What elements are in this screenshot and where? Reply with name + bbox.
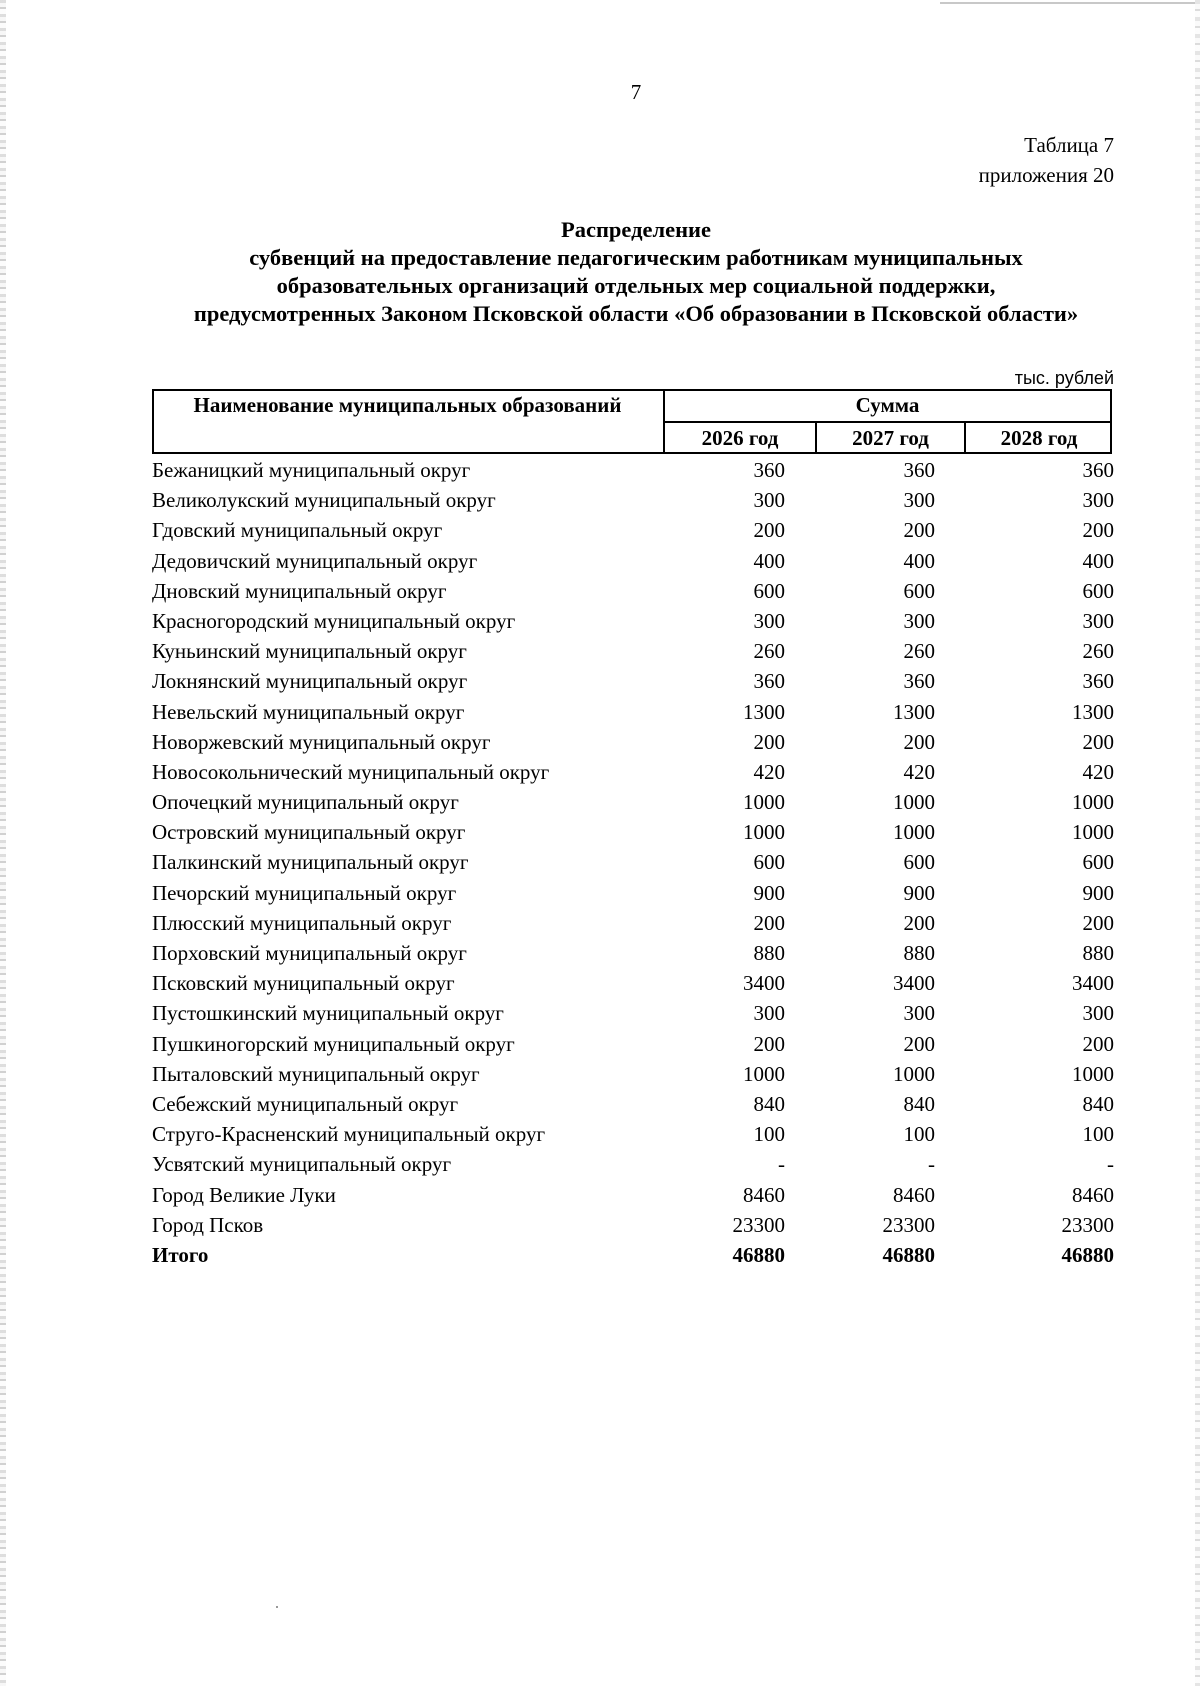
row-name: Новоржевский муниципальный округ [152, 729, 491, 754]
value-2028: 1300 [1072, 699, 1114, 724]
row-name: Город Псков [152, 1212, 264, 1237]
value-2028: 300 [1082, 1001, 1114, 1026]
value-2027: 8460 [893, 1182, 935, 1207]
value-2026: 260 [753, 639, 785, 664]
row-name: Новосокольнический муниципальный округ [152, 759, 550, 784]
value-2027: 420 [903, 759, 935, 784]
value-2028: 900 [1082, 880, 1114, 905]
value-2027: 23300 [882, 1212, 935, 1237]
value-2028: 46880 [1061, 1242, 1114, 1267]
table-row [152, 455, 1114, 485]
row-name: Струго-Красненский муниципальный округ [152, 1122, 546, 1147]
table-row [152, 697, 1114, 727]
scan-speck [276, 1606, 278, 1608]
row-name: Плюсский муниципальный округ [152, 910, 452, 935]
value-2027: 300 [903, 1001, 935, 1026]
row-name: Пустошкинский муниципальный округ [152, 1001, 504, 1026]
value-2027: 880 [903, 941, 935, 965]
table-row [152, 817, 1114, 847]
title-line3: образовательных организаций отдельных мер социальной поддержки, [276, 273, 996, 298]
row-name: Великолукский муниципальный округ [152, 488, 496, 513]
row-name: Себежский муниципальный округ [152, 1091, 459, 1116]
value-2027: 600 [903, 850, 935, 875]
value-2026: 300 [753, 1001, 785, 1026]
table-row [152, 908, 1114, 938]
value-2027: 100 [903, 1122, 935, 1147]
value-2026: 880 [753, 941, 785, 965]
value-2026: 46880 [732, 1242, 785, 1267]
row-name: Невельский муниципальный округ [152, 699, 465, 724]
table-row [152, 1059, 1114, 1089]
header-year-2028: 2028 год [1000, 426, 1078, 450]
value-2026: 23300 [732, 1212, 785, 1237]
value-2028: 880 [1082, 941, 1114, 965]
table-row [152, 1119, 1114, 1149]
value-2028: 840 [1082, 1091, 1114, 1116]
title-line4: предусмотренных Законом Псковской области «Об образовании в Псковской области» [193, 301, 1079, 326]
row-name: Куньинский муниципальный округ [152, 639, 467, 664]
table-body [152, 455, 1114, 1270]
header-year-2027: 2027 год [852, 426, 929, 450]
value-2028: 260 [1082, 639, 1114, 664]
value-2028: 300 [1082, 488, 1114, 513]
value-2028: 360 [1082, 458, 1114, 482]
table-row [152, 636, 1114, 666]
value-2028: 23300 [1061, 1212, 1114, 1237]
value-2027: 360 [903, 669, 935, 694]
value-2026: 300 [753, 488, 785, 513]
table-row [152, 757, 1114, 787]
table-row [152, 1180, 1114, 1210]
value-2027: 200 [903, 518, 935, 543]
value-2027: 300 [903, 488, 935, 513]
table-header [152, 389, 1112, 454]
value-2028: 420 [1082, 759, 1114, 784]
value-2027: 300 [903, 608, 935, 633]
value-2026: 600 [753, 578, 785, 603]
row-name: Локнянский муниципальный округ [152, 669, 468, 694]
unit-label: тыс. рублей [1014, 368, 1114, 388]
table-row [152, 606, 1114, 636]
title-line1: Распределение [560, 217, 712, 242]
value-2027: 400 [903, 548, 935, 573]
header-name-column: Наименование муниципальных образований [193, 393, 622, 417]
value-2027: 200 [903, 1031, 935, 1056]
row-name: Красногородский муниципальный округ [152, 608, 516, 633]
table-reference [979, 130, 1114, 190]
row-name: Островский муниципальный округ [152, 820, 466, 845]
value-2026: 360 [753, 458, 785, 482]
table-row [152, 485, 1114, 515]
value-2028: 200 [1082, 910, 1114, 935]
value-2027: 1300 [893, 699, 935, 724]
value-2026: 900 [753, 880, 785, 905]
table-row [152, 787, 1114, 817]
value-2028: 200 [1082, 518, 1114, 543]
value-2026: 1000 [743, 790, 785, 815]
value-2027: - [928, 1152, 935, 1177]
scan-artifact-line [940, 2, 1195, 4]
value-2027: 1000 [893, 1061, 935, 1086]
row-name: Гдовский муниципальный округ [152, 518, 443, 543]
table-row [152, 666, 1114, 696]
value-2026: 100 [753, 1122, 785, 1147]
scan-edge-left [0, 0, 6, 1686]
table-row [152, 727, 1114, 757]
value-2026: 200 [753, 729, 785, 754]
value-2026: 360 [753, 669, 785, 694]
table-row [152, 1089, 1114, 1119]
table-row [152, 1210, 1114, 1240]
value-2026: 8460 [743, 1182, 785, 1207]
value-2028: - [1107, 1152, 1114, 1177]
table-ref-line1: Таблица 7 [1024, 133, 1114, 157]
value-2027: 900 [903, 880, 935, 905]
table-row-total [152, 1240, 1114, 1270]
value-2027: 3400 [893, 971, 935, 996]
value-2026: 200 [753, 518, 785, 543]
value-2027: 260 [903, 639, 935, 664]
value-2028: 1000 [1072, 820, 1114, 845]
table-row [152, 546, 1114, 576]
row-name: Опочецкий муниципальный округ [152, 790, 459, 815]
value-2028: 3400 [1072, 971, 1114, 996]
table-ref-line2: приложения 20 [978, 163, 1114, 187]
row-name: Бежаницкий муниципальный округ [152, 458, 471, 482]
value-2028: 200 [1082, 729, 1114, 754]
value-2028: 600 [1082, 578, 1114, 603]
value-2028: 300 [1082, 608, 1114, 633]
value-2026: 840 [753, 1091, 785, 1116]
value-2027: 1000 [893, 820, 935, 845]
table-row [152, 998, 1114, 1028]
row-name: Порховский муниципальный округ [152, 941, 467, 965]
header-sum-column: Сумма [855, 393, 920, 417]
value-2026: - [778, 1152, 785, 1177]
value-2027: 360 [903, 458, 935, 482]
value-2028: 1000 [1072, 1061, 1114, 1086]
row-name: Пушкиногорский муниципальный округ [152, 1031, 515, 1056]
table-row [152, 968, 1114, 998]
table-row [152, 1149, 1114, 1179]
document-title [120, 216, 1152, 328]
page-number: 7 [630, 80, 642, 104]
value-2028: 200 [1082, 1031, 1114, 1056]
row-name: Псковский муниципальный округ [152, 971, 455, 996]
value-2028: 400 [1082, 548, 1114, 573]
value-2026: 420 [753, 759, 785, 784]
table-row [152, 938, 1114, 968]
value-2026: 200 [753, 1031, 785, 1056]
value-2027: 200 [903, 910, 935, 935]
row-name: Палкинский муниципальный округ [152, 850, 469, 875]
row-name: Пыталовский муниципальный округ [152, 1061, 480, 1086]
value-2028: 1000 [1072, 790, 1114, 815]
value-2026: 600 [753, 850, 785, 875]
table-row [152, 515, 1114, 545]
value-2028: 600 [1082, 850, 1114, 875]
row-name: Усвятский муниципальный округ [152, 1152, 452, 1177]
table-row [152, 847, 1114, 877]
value-2026: 1000 [743, 820, 785, 845]
value-2027: 600 [903, 578, 935, 603]
value-2026: 1300 [743, 699, 785, 724]
row-name: Дедовичский муниципальный округ [152, 548, 478, 573]
row-name: Печорский муниципальный округ [152, 880, 457, 905]
value-2028: 360 [1082, 669, 1114, 694]
value-2028: 8460 [1072, 1182, 1114, 1207]
value-2026: 400 [753, 548, 785, 573]
title-line2: субвенций на предоставление педагогическим работникам муниципальных [249, 245, 1023, 270]
value-2027: 46880 [882, 1242, 935, 1267]
table-row [152, 878, 1114, 908]
scan-edge-right [1195, 0, 1200, 1686]
value-2026: 300 [753, 608, 785, 633]
row-name: Дновский муниципальный округ [152, 578, 447, 603]
value-2027: 840 [903, 1091, 935, 1116]
table-row [152, 576, 1114, 606]
header-year-2026: 2026 год [701, 426, 779, 450]
value-2026: 1000 [743, 1061, 785, 1086]
value-2026: 3400 [743, 971, 785, 996]
row-name: Город Великие Луки [152, 1182, 336, 1207]
value-2027: 200 [903, 729, 935, 754]
value-2028: 100 [1082, 1122, 1114, 1147]
row-name: Итого [152, 1242, 209, 1267]
value-2026: 200 [753, 910, 785, 935]
table-row [152, 1029, 1114, 1059]
value-2027: 1000 [893, 790, 935, 815]
